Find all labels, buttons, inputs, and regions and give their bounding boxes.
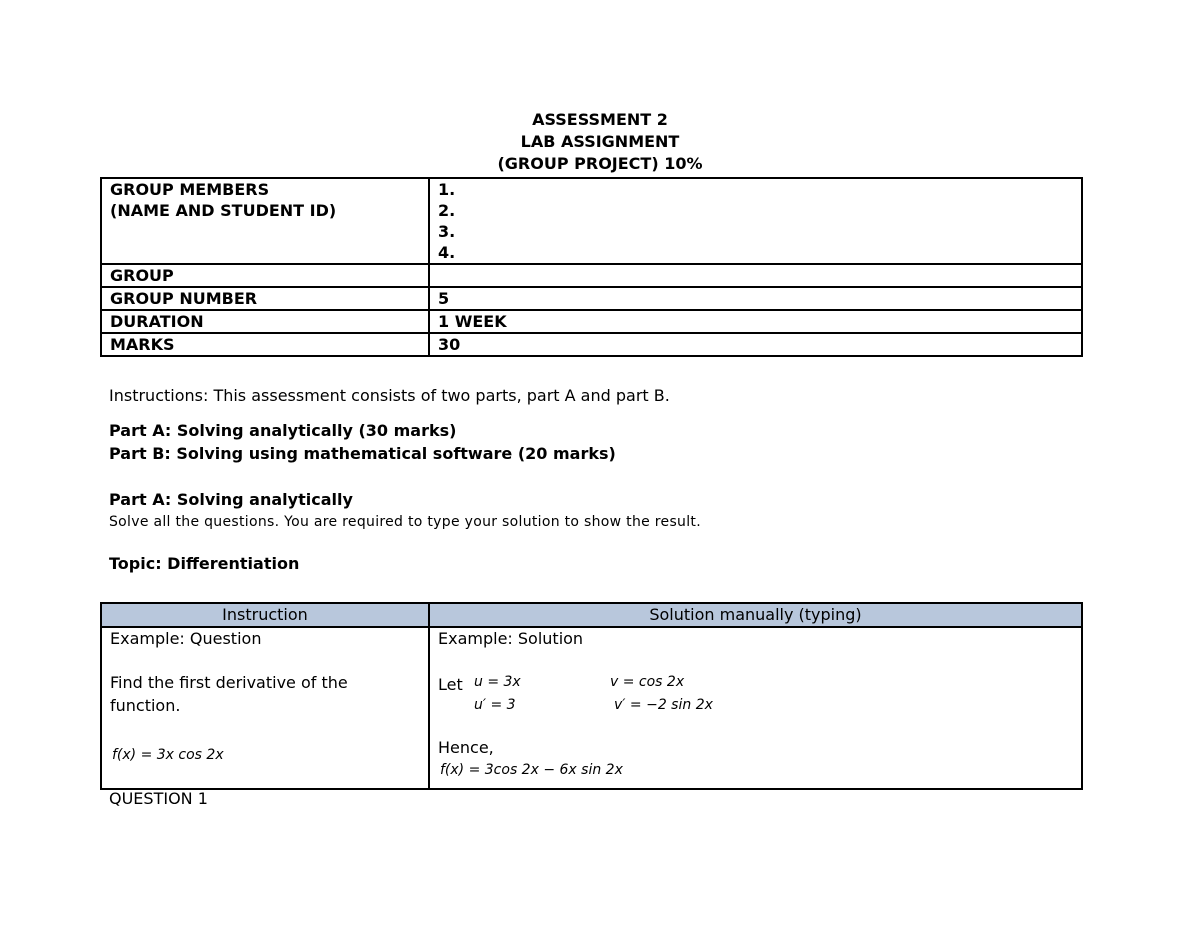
u-definition: u = 3x <box>474 674 521 690</box>
example-question-cell <box>101 627 429 789</box>
example-row <box>101 627 1082 789</box>
member-4: 4. <box>438 243 456 262</box>
solution-column-header: Solution manually (typing) <box>429 603 1082 627</box>
members-row <box>101 178 1082 264</box>
example-solution-label: Example: Solution <box>438 629 584 648</box>
solution-header-row <box>101 603 1082 627</box>
part-a-line: Part A: Solving analytically (30 marks) <box>109 421 457 440</box>
group-label: GROUP <box>101 264 429 287</box>
part-b-line: Part B: Solving using mathematical software (20 marks) <box>109 444 616 463</box>
question-text-line2: function. <box>110 696 181 715</box>
solution-table <box>100 602 1083 790</box>
example-question-label: Example: Question <box>110 629 262 648</box>
group-info-table <box>100 177 1083 357</box>
v-definition: v = cos 2x <box>610 674 685 690</box>
title-assessment: ASSESSMENT 2 <box>532 110 668 129</box>
members-label-cell <box>101 178 429 264</box>
group-number-value: 5 <box>429 287 1082 310</box>
question-1-label: QUESTION 1 <box>109 789 208 808</box>
marks-row <box>101 333 1082 356</box>
member-2: 2. <box>438 201 456 220</box>
group-value <box>429 264 1082 287</box>
duration-label: DURATION <box>101 310 429 333</box>
members-value-cell <box>429 178 1082 264</box>
group-row <box>101 264 1082 287</box>
instruction-column-header: Instruction <box>101 603 429 627</box>
member-3: 3. <box>438 222 456 241</box>
group-number-label: GROUP NUMBER <box>101 287 429 310</box>
topic-heading: Topic: Differentiation <box>109 554 300 573</box>
v-prime: v′ = −2 sin 2x <box>614 697 713 713</box>
section-note: Solve all the questions. You are required to type your solution to show the result. <box>109 514 701 530</box>
marks-value: 30 <box>429 333 1082 356</box>
member-1: 1. <box>438 180 456 199</box>
members-sublabel: (NAME AND STUDENT ID) <box>110 201 337 220</box>
question-formula: f(x) = 3x cos 2x <box>112 747 224 763</box>
let-label: Let <box>438 675 463 694</box>
result-formula: f(x) = 3cos 2x − 6x sin 2x <box>440 762 623 778</box>
example-solution-cell <box>429 627 1082 789</box>
question-text-line1: Find the first derivative of the <box>110 673 348 692</box>
members-label: GROUP MEMBERS <box>110 180 270 199</box>
duration-value: 1 WEEK <box>429 310 1082 333</box>
u-prime: u′ = 3 <box>474 697 516 713</box>
duration-row <box>101 310 1082 333</box>
hence-label: Hence, <box>438 738 494 757</box>
title-lab-assignment: LAB ASSIGNMENT <box>520 132 680 151</box>
marks-label: MARKS <box>101 333 429 356</box>
instructions-text: Instructions: This assessment consists of two parts, part A and part B. <box>109 386 670 405</box>
section-heading: Part A: Solving analytically <box>109 490 353 509</box>
title-group-project: (GROUP PROJECT) 10% <box>497 154 703 173</box>
group-number-row <box>101 287 1082 310</box>
